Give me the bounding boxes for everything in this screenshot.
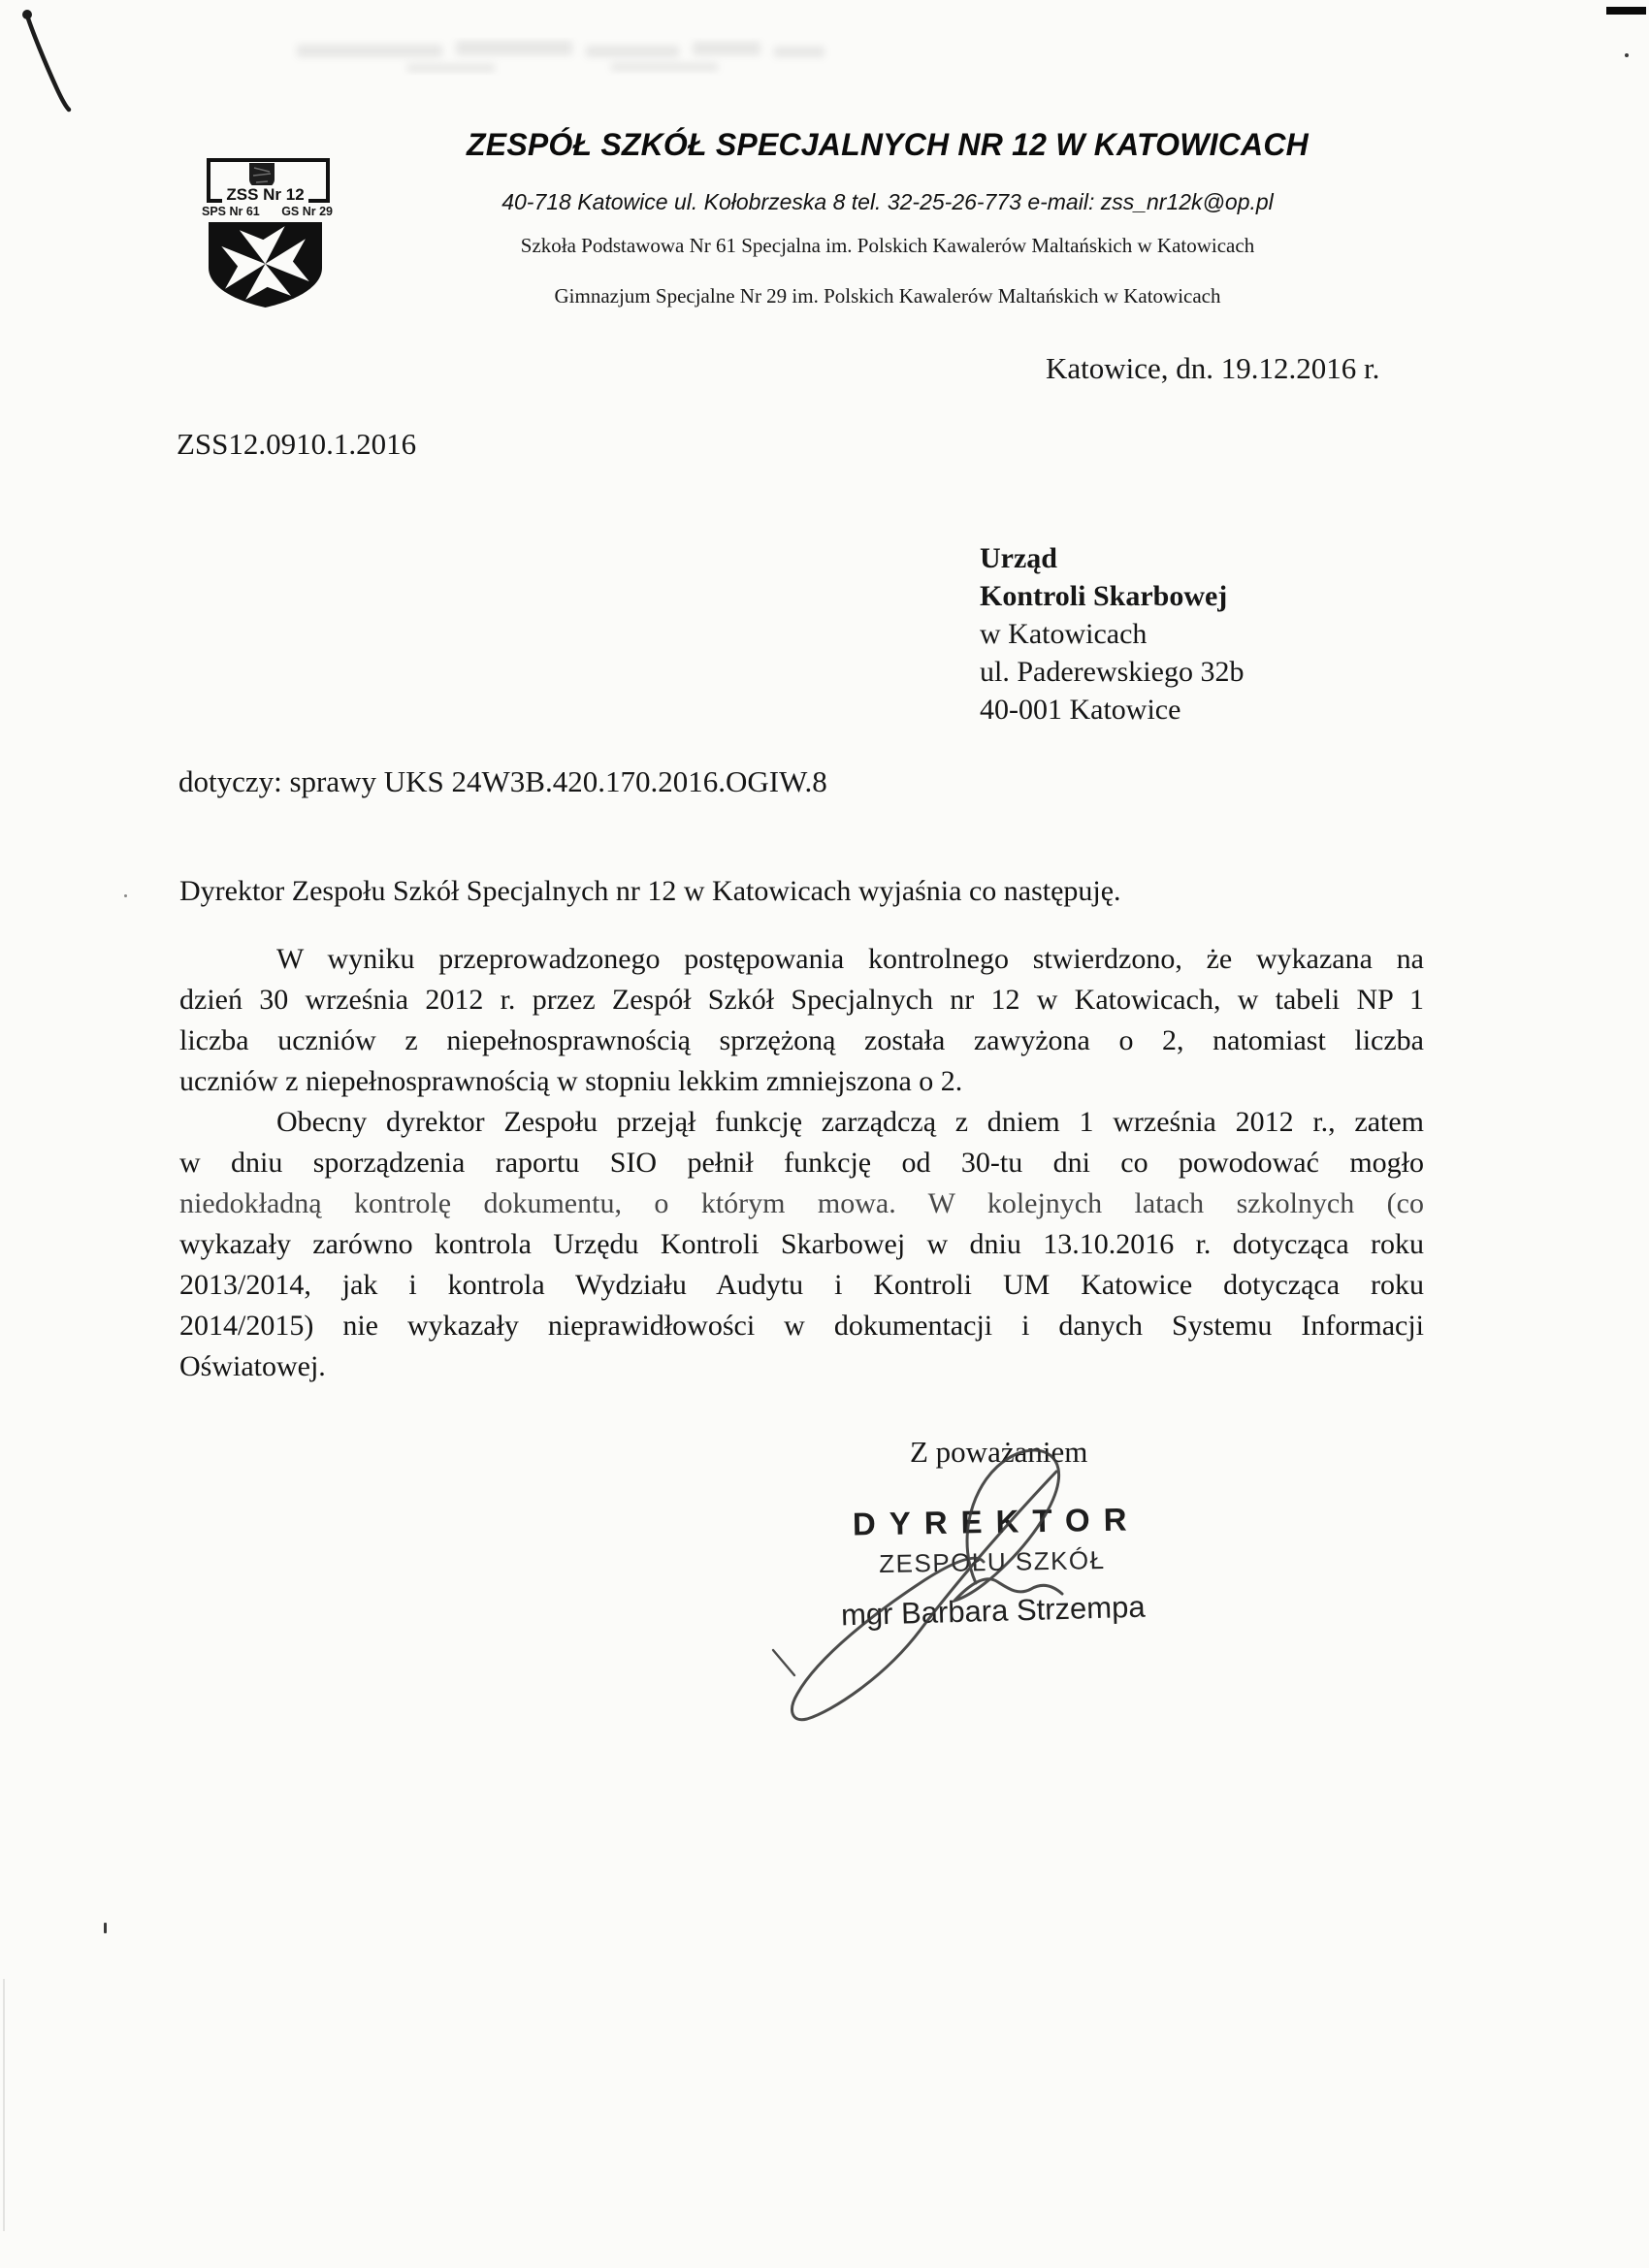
scan-speck [1625, 53, 1629, 57]
corner-pen-stroke [0, 0, 136, 146]
body-text-line: liczba uczniów z niepełnosprawnością sprzężoną została zawyżona o 2, natomiast liczba [179, 1024, 1424, 1056]
maltese-cross-icon [206, 219, 325, 310]
body-text-line: w dniu sporządzenia raportu SIO pełnił funkcję od 30-tu dni co powodować mogło [179, 1147, 1424, 1179]
logo-sps-label: SPS Nr 61 [202, 205, 260, 218]
handwritten-signature [728, 1397, 1164, 1785]
body-paragraph-1 [179, 939, 1424, 1102]
stamp-title-line: DYREKTOR [852, 1501, 1141, 1542]
subject-line: dotyczy: sprawy UKS 24W3B.420.170.2016.OGIW.8 [178, 764, 827, 798]
recipient-name-line: Urząd [980, 542, 1057, 574]
closing-salutation: Z poważaniem [910, 1435, 1088, 1469]
body-text-line: 2013/2014, jak i kontrola Wydziału Audytu i Kontroli UM Katowice dotycząca roku [179, 1269, 1424, 1301]
stamp-org-line: ZESPOŁU SZKÓŁ [879, 1544, 1106, 1579]
scan-speck [104, 1923, 107, 1933]
primary-school-line: Szkoła Podstawowa Nr 61 Specjalna im. Polskich Kawalerów Maltańskich w Katowicach [520, 234, 1255, 257]
recipient-name-line: Kontroli Skarbowej [980, 580, 1228, 612]
bleed-through-smudge [291, 35, 834, 81]
recipient-street-line: ul. Paderewskiego 32b [980, 656, 1245, 688]
school-address-line: 40-718 Katowice ul. Kołobrzeska 8 tel. 32-25-26-773 e-mail: zss_nr12k@op.pl [501, 189, 1274, 214]
school-logo [204, 153, 336, 310]
body-text-line: W wyniku przeprowadzonego postępowania kontrolnego stwierdzono, że wykazana na [276, 943, 1424, 975]
body-text-line: Oświatowej. [179, 1350, 326, 1382]
body-intro: Dyrektor Zespołu Szkół Specjalnych nr 12 w Katowicach wyjaśnia co następuję. [179, 875, 1121, 907]
scan-edge-artifact [3, 1979, 5, 2231]
logo-gs-label: GS Nr 29 [281, 205, 333, 218]
stamp-name-line: mgr Barbara Strzempa [840, 1589, 1147, 1633]
logo-unit-label: ZSS Nr 12 [204, 185, 327, 205]
recipient-postal-line: 40-001 Katowice [980, 694, 1181, 726]
gimnazjum-line: Gimnazjum Specjalne Nr 29 im. Polskich Kawalerów Maltańskich w Katowicach [554, 284, 1221, 308]
reference-number: ZSS12.0910.1.2016 [177, 427, 417, 461]
scan-bar-artifact [1606, 7, 1646, 15]
body-text-line: uczniów z niepełnosprawnością w stopniu lekkim zmniejszona o 2. [179, 1065, 963, 1097]
recipient-city-line: w Katowicach [980, 618, 1148, 650]
body-text-line: dzień 30 września 2012 r. przez Zespół Szkół Specjalnych nr 12 w Katowicach, w tabeli NP 1 [179, 984, 1424, 1016]
body-text-line: 2014/2015) nie wykazały nieprawidłowości w dokumentacji i danych Systemu Informacji [179, 1310, 1424, 1342]
body-text-line: niedokładną kontrolę dokumentu, o którym mowa. W kolejnych latach szkolnych (co [179, 1187, 1424, 1219]
body-paragraph-2 [179, 1102, 1424, 1387]
school-name-title: ZESPÓŁ SZKÓŁ SPECJALNYCH NR 12 W KATOWICACH [467, 127, 1309, 162]
body-text-line: Obecny dyrektor Zespołu przejął funkcję zarządczą z dniem 1 września 2012 r., zatem [276, 1106, 1424, 1138]
place-date: Katowice, dn. 19.12.2016 r. [1046, 351, 1380, 385]
recipient-block [980, 539, 1244, 729]
scan-speck [124, 894, 127, 897]
body-text-line: wykazały zarówno kontrola Urzędu Kontroli Skarbowej w dniu 13.10.2016 r. dotycząca roku [179, 1228, 1424, 1260]
